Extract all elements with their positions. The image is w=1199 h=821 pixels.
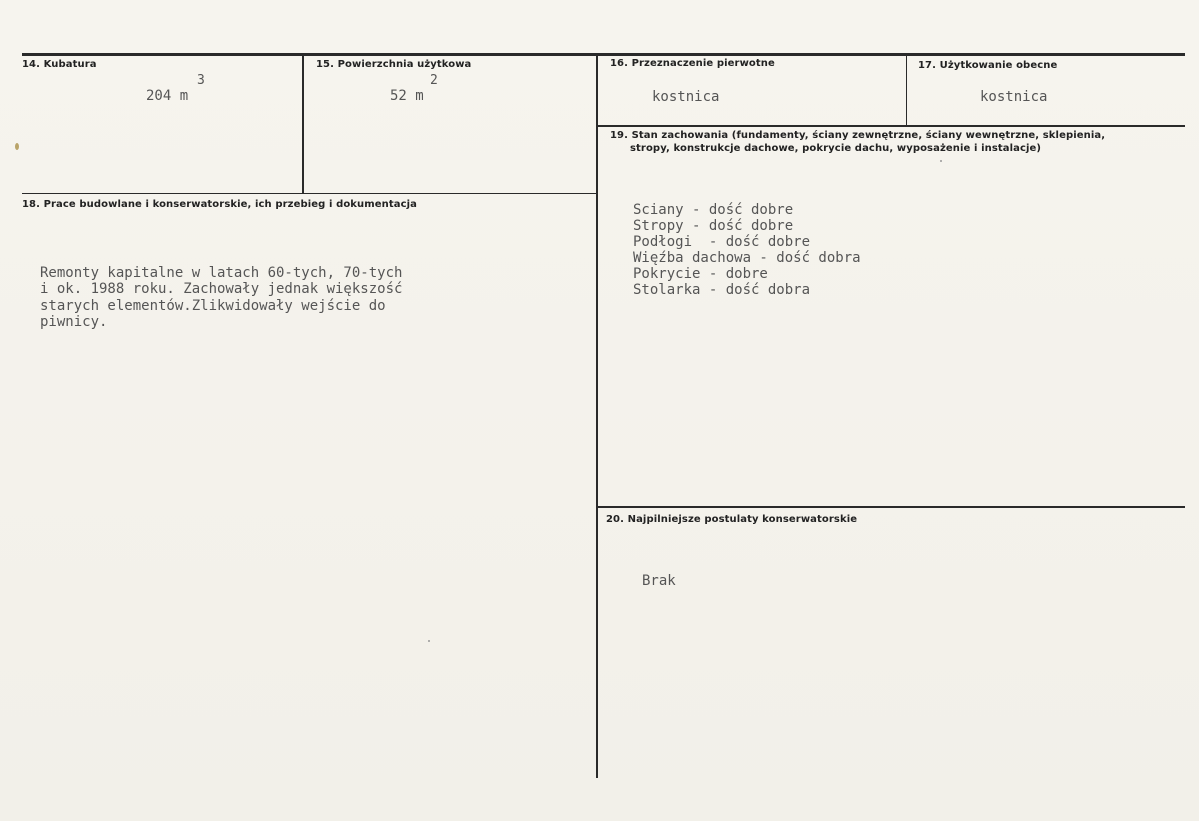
center-divider — [596, 56, 598, 778]
field-18-label: 18. Prace budowlane i konserwatorskie, ich przebieg i dokumentacja — [22, 199, 418, 210]
field-19-line: Stolarka - dość dobra — [633, 282, 811, 298]
field-14-superscript: 3 — [197, 73, 205, 88]
field-15-superscript: 2 — [430, 73, 438, 88]
field-20-value: Brak — [642, 573, 676, 589]
paper-speck — [428, 640, 430, 642]
field-17-value: kostnica — [980, 89, 1048, 105]
field-18-line: piwnicy. — [40, 314, 108, 330]
rule-under-16-17 — [598, 125, 1185, 127]
field-18-line: i ok. 1988 roku. Zachowały jednak większość — [40, 281, 403, 297]
field-19-line: Sciany - dość dobre — [633, 202, 794, 218]
field-16-label: 16. Przeznaczenie pierwotne — [610, 58, 775, 69]
field-19-label-line2: stropy, konstrukcje dachowe, pokrycie dachu, wyposażenie i instalacje) — [630, 143, 1042, 154]
field-16-value: kostnica — [652, 89, 720, 105]
field-19-line: Więźba dachowa - dość dobra — [633, 250, 861, 266]
rule-above-20 — [598, 506, 1185, 508]
field-14-label: 14. Kubatura — [22, 59, 97, 70]
field-19-line: Podłogi - dość dobre — [633, 234, 811, 250]
field-18-line: starych elementów.Zlikwidowały wejście do — [40, 298, 386, 314]
paper-speck — [940, 160, 942, 162]
rule-under-14-15 — [22, 193, 597, 194]
field-20-label: 20. Najpilniejsze postulaty konserwatorskie — [606, 514, 858, 525]
field-15-label: 15. Powierzchnia użytkowa — [316, 59, 472, 70]
divider-14-15 — [302, 56, 304, 194]
field-14-value: 204 m — [146, 88, 189, 104]
field-19-label-line1: 19. Stan zachowania (fundamenty, ściany zewnętrzne, ściany wewnętrzne, sklepienia, — [610, 130, 1106, 141]
divider-16-17 — [906, 56, 907, 126]
field-18-line: Remonty kapitalne w latach 60-tych, 70-tych — [40, 265, 403, 281]
field-17-label: 17. Użytkowanie obecne — [918, 60, 1058, 71]
field-19-line: Pokrycie - dobre — [633, 266, 768, 282]
paper-speck — [15, 143, 19, 150]
field-19-line: Stropy - dość dobre — [633, 218, 794, 234]
top-rule — [22, 53, 1185, 56]
field-15-value: 52 m — [390, 88, 424, 104]
